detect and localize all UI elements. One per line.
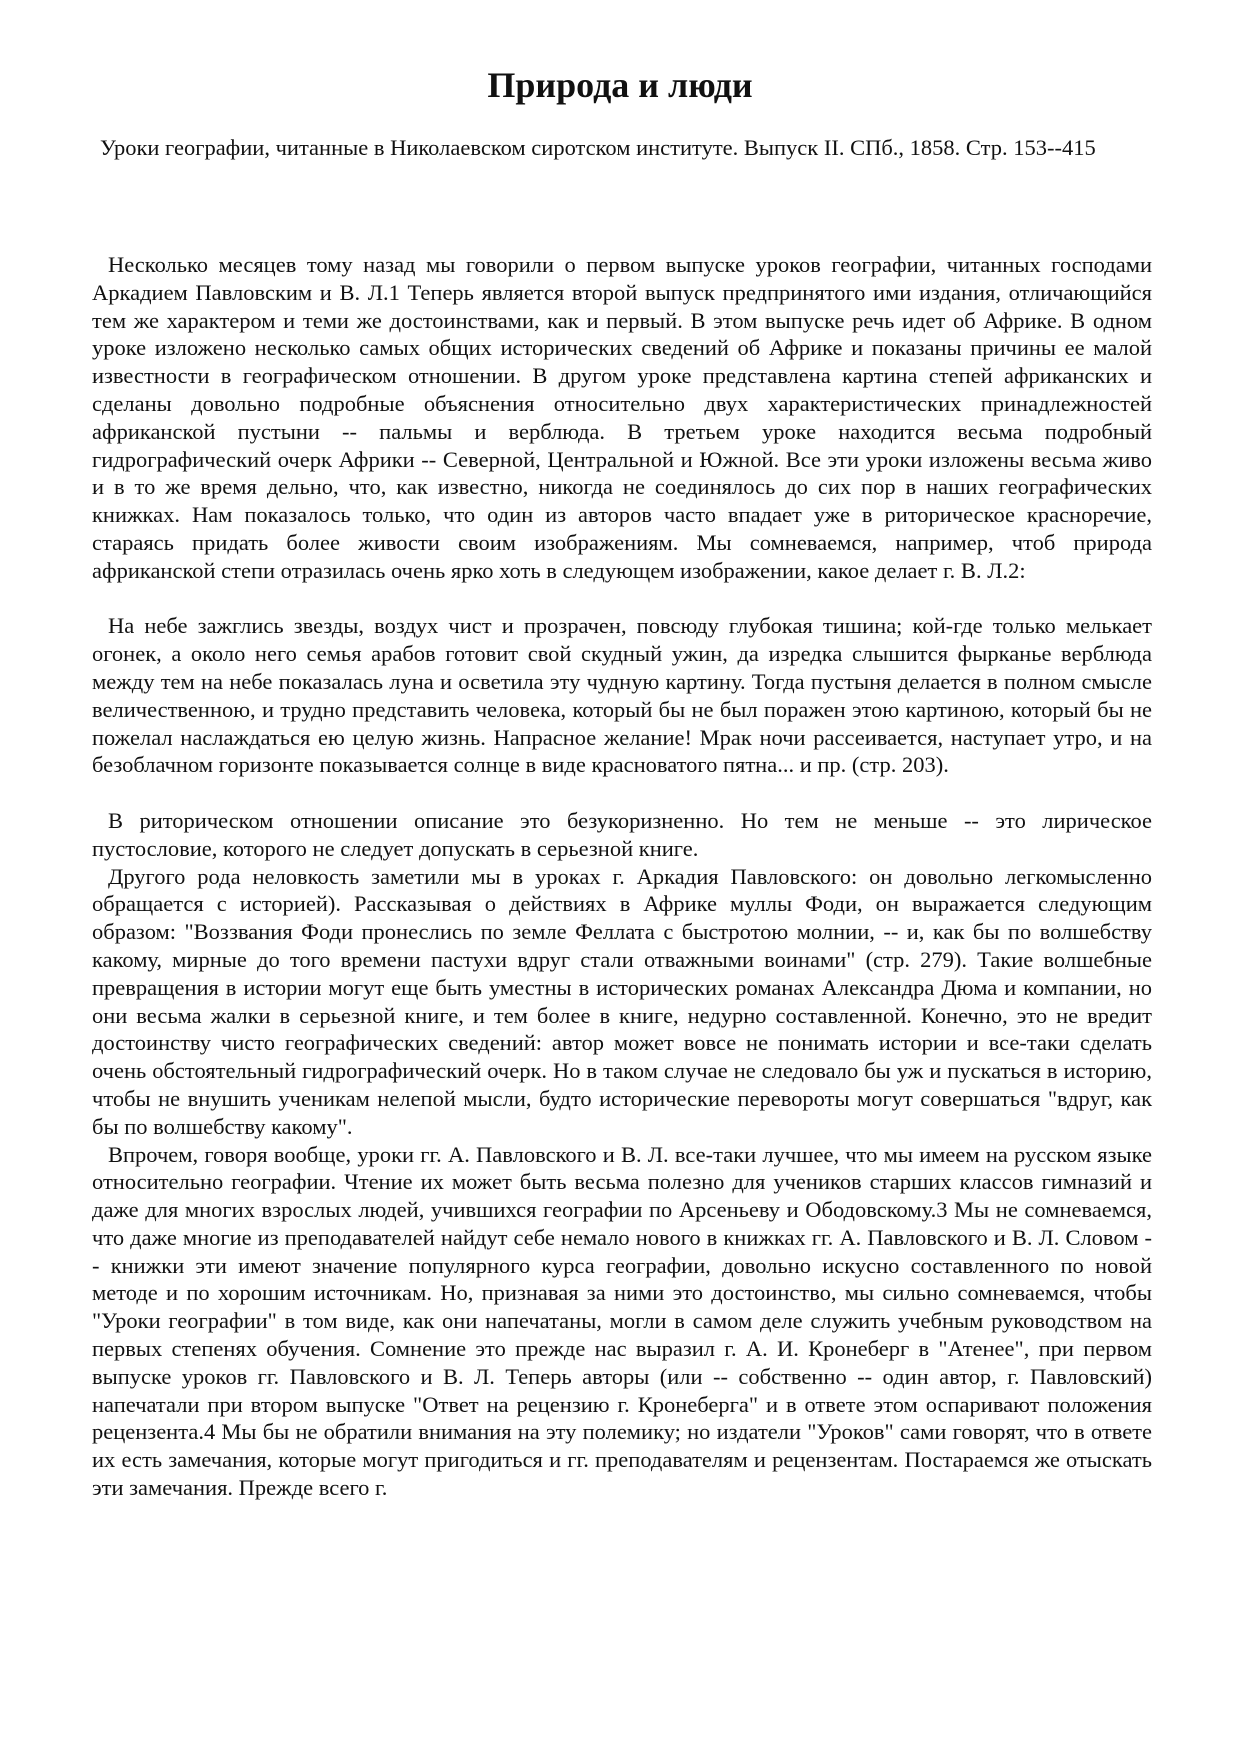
paragraph-conclusion: Впрочем, говоря вообще, уроки гг. А. Павловского и В. Л. все-таки лучшее, что мы имеем на русском языке относительно географии. Чтение их может быть весьма полезно для учеников старших классов гимназий и даже для многих взрослых людей, учившихся географии по Арсеньеву и Ободовскому.3 Мы не сомневаемся, что даже многие из преподавателей найдут себе немало нового в книжках гг. А. Павловского и В. Л. Словом -- книжки эти имеют значение популярного курса географии, довольно искусно составленного по новой методе и по хорошим источникам. Но, признавая за ними это достоинство, мы сильно сомневаемся, чтобы "Уроки географии" в том виде, как они напечатаны, могли в самом деле служить учебным руководством на первых степенях обучения. Сомнение это прежде нас выразил г. А. И. Кронеберг в "Атенее", при первом выпуске уроков гг. Павловского и В. Л. Теперь авторы (или -- собственно -- один автор, г. Павловский) напечатали при втором выпуске "Ответ на рецензию г. Кронеберга" и в ответе этом оспаривают положения рецензента.4 Мы бы не обратили внимания на эту полемику; но издатели "Уроков" сами говорят, что в ответе их есть замечания, которые могут пригодиться и гг. преподавателям и рецензентам. Постараемся же отыскать эти замечания. Прежде всего г. xyxy=(92,1141,1152,1501)
paragraph-intro: Несколько месяцев тому назад мы говорили о первом выпуске уроков географии, читанных господами Аркадием Павловским и В. Л.1 Теперь является второй выпуск предпринятого ими издания, отличающийся тем же характером и теми же достоинствами, как и первый. В этом выпуске речь идет об Африке. В одном уроке изложено несколько самых общих исторических сведений об Африке и показаны причины ее малой известности в географическом отношении. В другом уроке представлена картина степей африканских и сделаны довольно подробные объяснения относительно двух характеристических принадлежностей африканской пустыни -- пальмы и верблюда. В третьем уроке находится весьма подробный гидрографический очерк Африки -- Северной, Центральной и Южной. Все эти уроки изложены весьма живо и в то же время дельно, что, как известно, никогда не соединялось до сих пор в наших географических книжках. Нам показалось только, что один из авторов часто впадает уже в риторическое красноречие, стараясь придать более живости своим изображениям. Мы сомневаемся, например, чтоб природа африканской степи отразилась очень ярко хоть в следующем изображении, какое делает г. В. Л.2: xyxy=(92,252,1152,583)
paragraph-rhetoric: В риторическом отношении описание это безукоризненно. Но тем не меньше -- это лирическое пустословие, которого не следует допускать в серьезной книге. xyxy=(92,807,1152,861)
document-body xyxy=(92,251,1152,1502)
document-subtitle: Уроки географии, читанные в Николаевском сиротском институте. Выпуск II. СПб., 1858. Стр. 153--415 xyxy=(100,135,1096,160)
paragraph-quote: На небе зажглись звезды, воздух чист и прозрачен, повсюду глубокая тишина; кой-где только мелькает огонек, а около него семья арабов готовит свой скудный ужин, да изредка слышится фырканье верблюда между тем на небе показалась луна и осветила эту чудную картину. Тогда пустыня делается в полном смысле величественною, и трудно представить человека, который бы не был поражен этою картиною, который бы не пожелал наслаждаться ею целую жизнь. Напрасное желание! Мрак ночи рассеивается, наступает утро, и на безоблачном горизонте показывается солнце в виде красноватого пятна... и пр. (стр. 203). xyxy=(92,613,1152,778)
paragraph-spacer xyxy=(92,585,1152,613)
document-title: Природа и люди xyxy=(487,65,753,105)
paragraph-history: Другого рода неловкость заметили мы в уроках г. Аркадия Павловского: он довольно легкомысленно обращается с историей). Рассказывая о действиях в Африке муллы Фоди, он выражается следующим образом: "Воззвания Фоди пронеслись по земле Феллата с быстротою молнии, -- и, как бы по волшебству какому, мирные до того времени пастухи вдруг стали отважными воинами" (стр. 279). Такие волшебные превращения в истории могут еще быть уместны в исторических романах Александра Дюма и компании, но они весьма жалки в серьезной книге, и тем более в книге, недурно составленной. Конечно, это не вредит достоинству чисто географических сведений: автор может вовсе не понимать истории и все-таки сделать очень обстоятельный гидрографический очерк. Но в таком случае не следовало бы уж и пускаться в историю, чтобы не внушить ученикам нелепой мысли, будто исторические перевороты могут совершаться "вдруг, как бы по волшебству какому". xyxy=(92,863,1152,1139)
paragraph-spacer xyxy=(92,779,1152,807)
